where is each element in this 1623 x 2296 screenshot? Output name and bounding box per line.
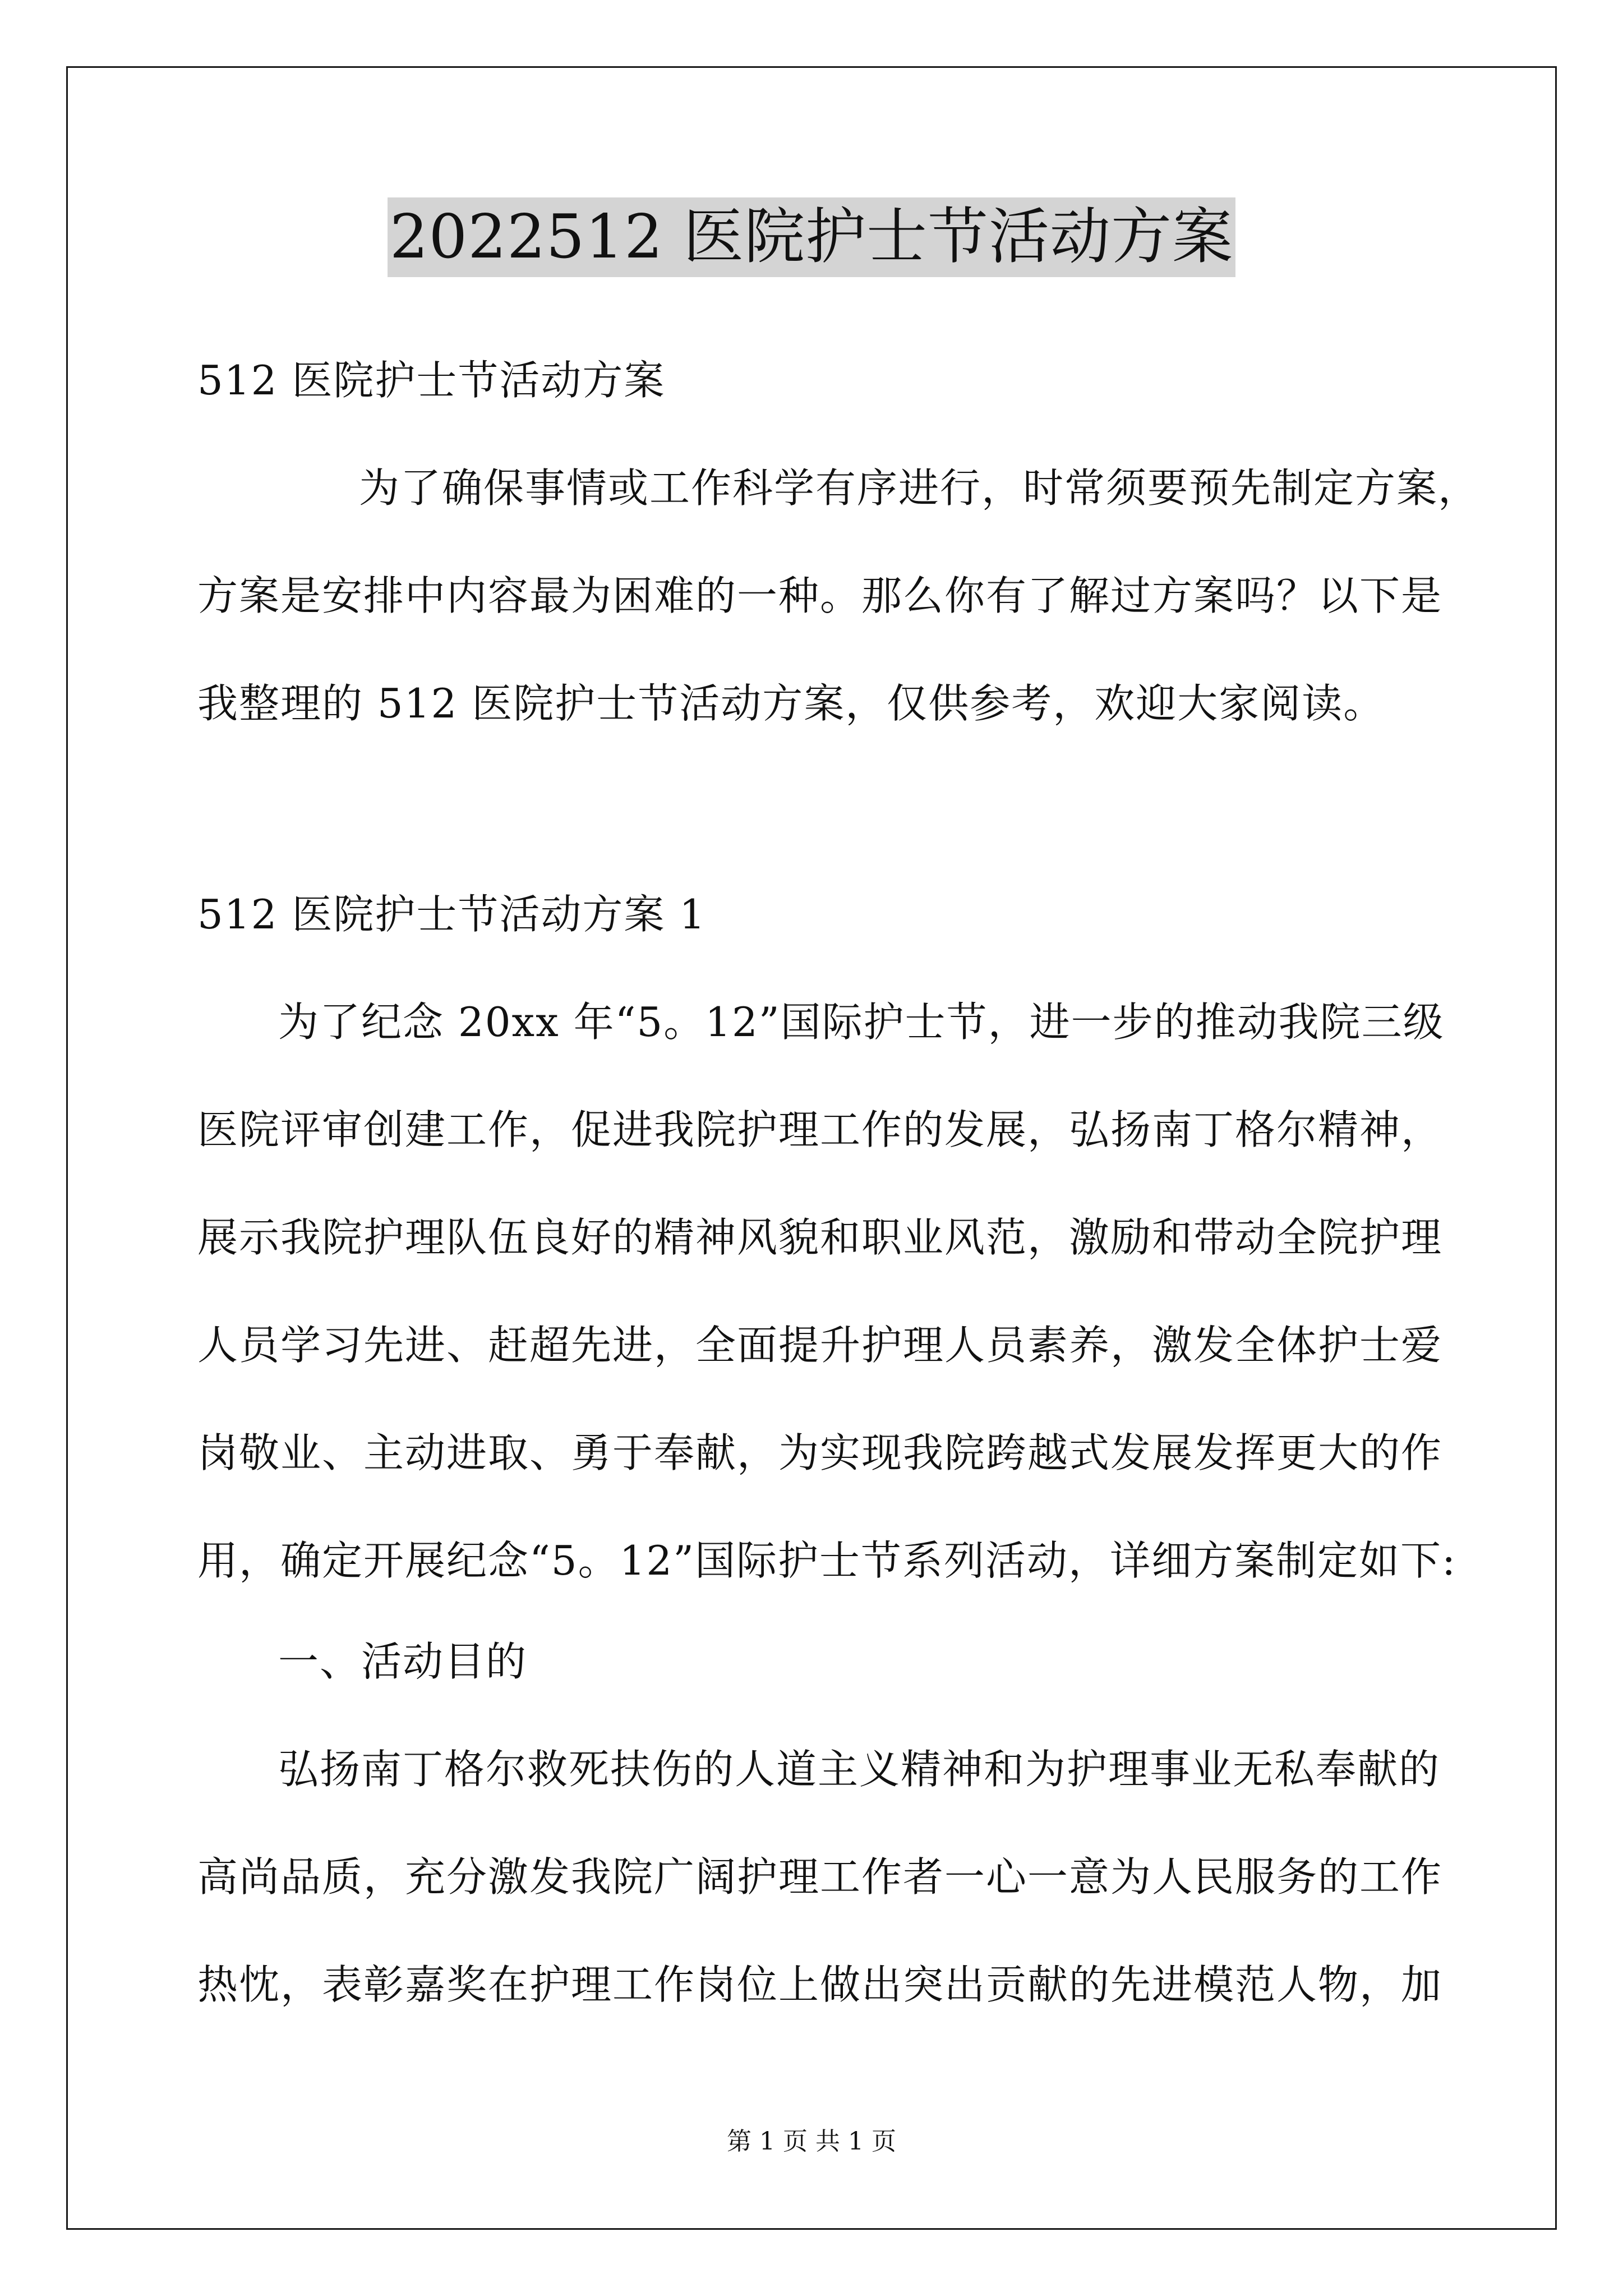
subtitle: 512 医院护士节活动方案: [197, 357, 666, 404]
intro-line: 我整理的 512 医院护士节活动方案，仅供参考，欢迎大家阅读。: [197, 680, 1385, 727]
body-line: 热忱，表彰嘉奖在护理工作岗位上做出突出贡献的先进模范人物，加: [197, 1961, 1443, 2008]
section-heading: 512 医院护士节活动方案 1: [197, 891, 707, 938]
body-line: 高尚品质，充分激发我院广阔护理工作者一心一意为人民服务的工作: [197, 1853, 1443, 1901]
purpose-heading: 一、活动目的: [278, 1638, 528, 1685]
body-line: 弘扬南丁格尔救死扶伤的人道主义精神和为护理事业无私奉献的: [278, 1746, 1441, 1793]
document-title: 2022512 医院护士节活动方案: [388, 197, 1235, 277]
body-line: 岗敬业、主动进取、勇于奉献，为实现我院跨越式发展发挥更大的作: [197, 1429, 1443, 1476]
title-container: [0, 197, 1623, 277]
intro-line: 方案是安排中内容最为困难的一种。那么你有了解过方案吗？以下是: [197, 572, 1443, 619]
body-line: 为了纪念 20xx 年“5。12”国际护士节，进一步的推动我院三级: [278, 999, 1445, 1046]
body-line: 用，确定开展纪念“5。12”国际护士节系列活动，详细方案制定如下:: [197, 1537, 1457, 1584]
body-line: 人员学习先进、赶超先进，全面提升护理人员素养，激发全体护士爱: [197, 1322, 1443, 1369]
page-footer: 第 1 页 共 1 页: [727, 2127, 896, 2156]
body-line: 医院评审创建工作，促进我院护理工作的发展，弘扬南丁格尔精神，: [197, 1106, 1443, 1153]
body-line: 展示我院护理队伍良好的精神风貌和职业风范，激励和带动全院护理: [197, 1214, 1443, 1261]
intro-line: 为了确保事情或工作科学有序进行，时常须要预先制定方案，: [359, 464, 1480, 512]
